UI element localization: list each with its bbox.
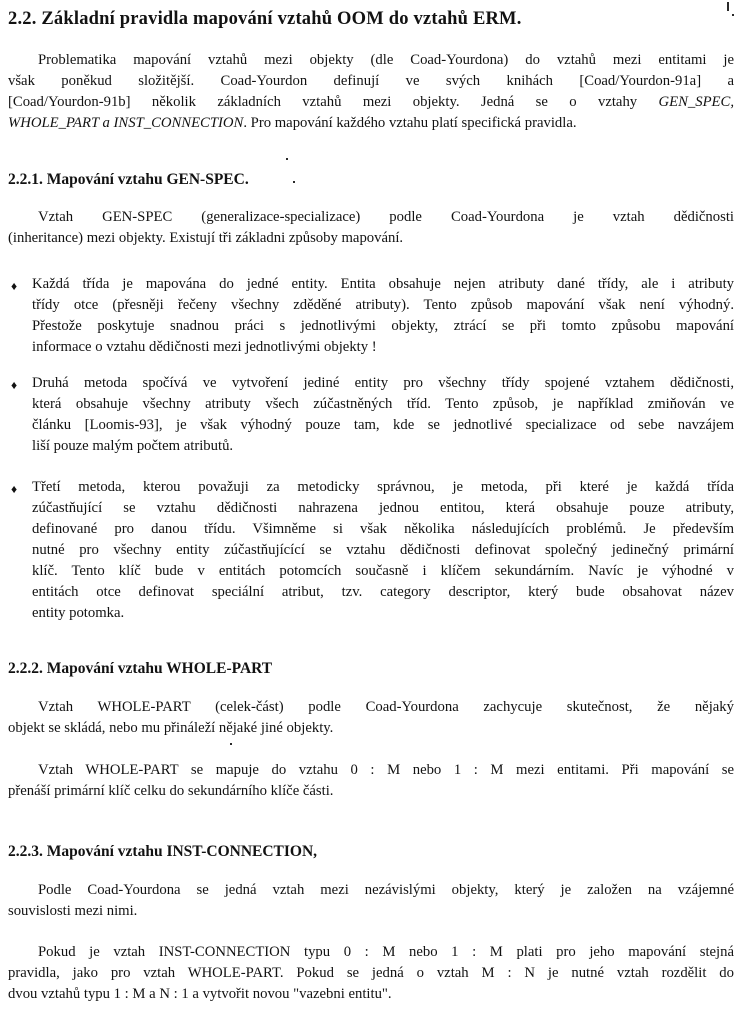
text-line (32, 561, 734, 582)
text-line (32, 519, 734, 540)
bullet-diamond-icon: ♦ (11, 279, 18, 293)
scan-artifact-tick (727, 2, 729, 11)
text-segment: Podle Coad-Yourdona se jedná vztah mezi nezávislými objekty, který je založen na vzájemné (38, 882, 734, 898)
scan-artifact-dot (230, 743, 232, 745)
text-line (8, 207, 734, 228)
text-line (8, 984, 734, 1005)
text-segment: objekt se skládá, nebo mu přináleží nějaké jiné objekty. (8, 720, 334, 736)
text-line (32, 582, 734, 603)
whole-part-paragraph-2 (8, 760, 734, 802)
whole-part-paragraph-1 (8, 697, 734, 739)
text-segment: 2.2.3. Mapování vztahu INST-CONNECTION, (8, 843, 318, 860)
subsection-heading-whole-part (8, 659, 734, 679)
text-segment: Přestože poskytuje snadnou práci s jednotlivými objekty, ztrácí se při tomto způsobu mapování (32, 318, 734, 334)
text-segment: definované pro danou třídu. Všimněme si však několika následujících problémů. Je především (32, 521, 734, 537)
text-segment: zúčastňující se vztahu dědičnosti nahrazena jednou entitou, která obsahuje pouze atributy, (32, 500, 734, 516)
text-segment: . Pro mapování každého vztahu platí specifická pravidla. (243, 115, 577, 131)
text-segment: klíč. Tento klíč bude v entitách potomcích současně i klíčem sekundárním. Navíc je výhodné v (32, 563, 734, 579)
text-line (8, 113, 734, 134)
text-line (8, 6, 734, 32)
text-line (32, 337, 734, 358)
text-segment: Vztah GEN-SPEC (generalizace-specializace) podle Coad-Yourdona je vztah dědičnosti (38, 209, 734, 225)
text-segment: Vztah WHOLE-PART se mapuje do vztahu 0 : M nebo 1 : M mezi entitami. Při mapování se (38, 762, 734, 778)
text-segment: entitách otce definovat speciální atribut, tzv. category descriptor, který bude obsahovat název (32, 584, 734, 600)
text-line (8, 880, 734, 901)
italic-text-segment: WHOLE_PART a INST_CONNECTION (8, 115, 244, 131)
text-line (8, 942, 734, 963)
text-segment: však poněkud složitější. Coad-Yourdon definují ve svých knihách [Coad/Yourdon-91a] a (8, 73, 734, 89)
text-line (32, 415, 734, 436)
text-line (32, 394, 734, 415)
bullet-second-method (8, 373, 734, 457)
text-segment: pravidla, jako pro vztah WHOLE-PART. Pokud se jedná o vztah M : N je nutné vztah rozdělit do (8, 965, 734, 981)
text-line (8, 697, 734, 718)
text-line (32, 274, 734, 295)
text-line (8, 842, 734, 862)
text-segment: entity potomka. (32, 605, 125, 621)
text-line (32, 316, 734, 337)
text-segment: třídy otce (přesněji řečeny všechny zděděné atributy). Tento způsob mapování však není výhodný. (32, 297, 734, 313)
text-line (8, 760, 734, 781)
scan-artifact-dot (286, 158, 288, 160)
scan-artifact-dot (293, 181, 295, 183)
text-segment: liší pouze malým počtem atributů. (32, 438, 234, 454)
inst-connection-paragraph-1 (8, 880, 734, 922)
text-line (8, 901, 734, 922)
bullet-diamond-icon: ♦ (11, 482, 18, 496)
text-line (32, 436, 734, 457)
text-line (32, 295, 734, 316)
text-segment: nutné pro všechny entity zúčastňujícící se vztahu dědičnosti definovat společný jedinečný primární (32, 542, 734, 558)
text-line (32, 498, 734, 519)
text-segment: přenáší primární klíč celku do sekundárního klíče části. (8, 783, 334, 799)
subsection-heading-inst-connection (8, 842, 734, 862)
inst-connection-paragraph-2 (8, 942, 734, 1005)
text-segment: souvislosti mezi nimi. (8, 903, 138, 919)
text-line (8, 50, 734, 71)
text-line (8, 228, 734, 249)
text-line (8, 718, 734, 739)
text-segment: Třetí metoda, kterou považuji za metodicky správnou, je metoda, při které je každá třída (32, 479, 734, 495)
bullet-diamond-icon: ♦ (11, 378, 18, 392)
text-segment: 2.2.2. Mapování vztahu WHOLE-PART (8, 660, 273, 677)
text-segment: informace o vztahu dědičnosti mezi jednotlivými objekty ! (32, 339, 377, 355)
text-line (8, 659, 734, 679)
gen-spec-paragraph (8, 207, 734, 249)
text-line (8, 92, 734, 113)
scan-artifact-dot (732, 14, 734, 16)
section-title (8, 6, 734, 32)
text-segment: článku [Loomis-93], je však výhodný pouze tam, kde se jednotlivé specializace od sebe navzájem (32, 417, 734, 433)
text-line (32, 373, 734, 394)
subsection-heading-gen-spec (8, 170, 734, 190)
text-line (8, 71, 734, 92)
text-segment: Druhá metoda spočívá ve vytvoření jediné entity pro všechny třídy spojené vztahem dědičnosti, (32, 375, 734, 391)
text-segment: Vztah WHOLE-PART (celek-část) podle Coad-Yourdona zachycuje skutečnost, že nějaký (38, 699, 734, 715)
text-segment: [Coad/Yourdon-91b] několik základních vztahů mezi objekty. Jedná se o vztahy (8, 94, 659, 110)
text-segment: (inheritance) mezi objekty. Existují tři základni způsoby mapování. (8, 230, 404, 246)
text-line (32, 540, 734, 561)
text-line (32, 477, 734, 498)
text-line (8, 170, 734, 190)
bullet-first-method (8, 274, 734, 358)
text-line (8, 963, 734, 984)
bullet-third-method (8, 477, 734, 624)
text-line (32, 603, 734, 624)
text-segment: Pokud je vztah INST-CONNECTION typu 0 : M nebo 1 : M plati pro jeho mapování stejná (38, 944, 734, 960)
text-segment: Každá třída je mapována do jedné entity. Entita obsahuje nejen atributy dané třídy, ale i atributy (32, 276, 734, 292)
text-segment: dvou vztahů typu 1 : M a N : 1 a vytvořit novou "vazebni entitu". (8, 986, 392, 1002)
text-segment: Problematika mapování vztahů mezi objekty (dle Coad-Yourdona) do vztahů mezi entitami je (38, 52, 734, 68)
italic-text-segment: GEN_SPEC, (658, 94, 734, 110)
text-segment: která obsahuje všechny atributy všech zúčastněných tříd. Tento způsob, je například zmiňován ve (32, 396, 734, 412)
text-segment: 2.2.1. Mapování vztahu GEN-SPEC. (8, 171, 249, 188)
intro-paragraph (8, 50, 734, 134)
text-segment: 2.2. Základní pravidla mapování vztahů OOM do vztahů ERM. (8, 9, 522, 29)
text-line (8, 781, 734, 802)
